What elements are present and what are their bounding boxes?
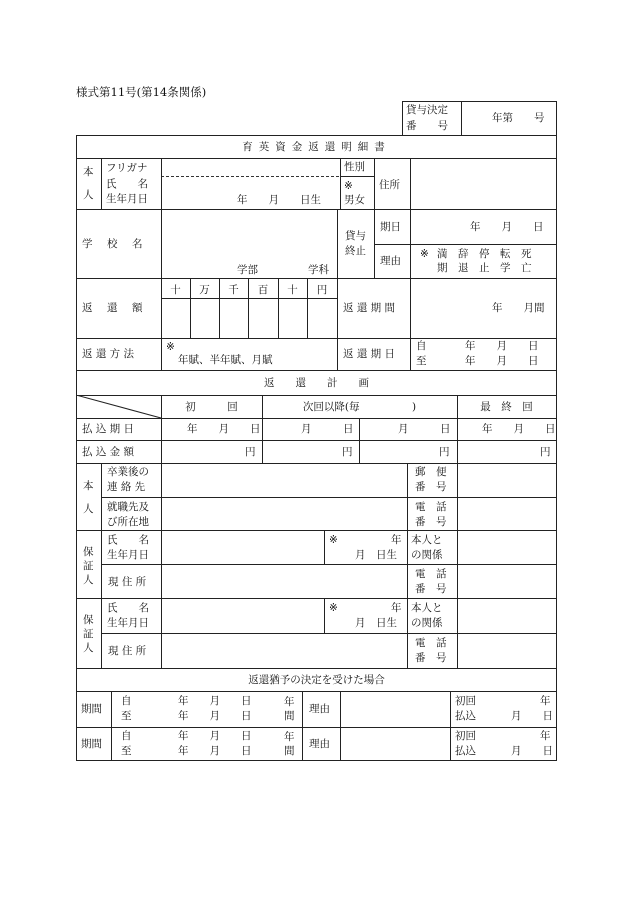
deferral-to-date[interactable]: 年 月 日	[178, 745, 252, 757]
plan-title: 返 還 計 画	[264, 377, 369, 389]
pay-date-label: 払 込 期 日	[82, 423, 135, 435]
faculty-label: 学部	[237, 264, 258, 276]
phone-label-2: 番 号	[415, 583, 447, 595]
guarantor-monthday: 月 日生	[355, 617, 397, 629]
deferral-years-1: 年	[284, 731, 295, 743]
job-label-2: び所在地	[107, 516, 149, 528]
guarantor-address-label: 現 住 所	[108, 645, 147, 657]
deferral-to-label: 至	[121, 710, 132, 722]
decision-label-2: 番 号	[406, 120, 448, 132]
department-label: 学科	[308, 264, 329, 276]
end-date-label: 期日	[380, 221, 401, 233]
deferral-from-label: 自	[121, 695, 132, 707]
relation-label-2: の関係	[411, 549, 443, 561]
yen-label: 円	[245, 446, 256, 458]
relation-label-2: の関係	[411, 617, 443, 629]
deferral-years-2: 間	[284, 710, 295, 722]
pay-date-next-1[interactable]: 月 日	[301, 423, 354, 435]
grad-label-1: 卒業後の	[107, 466, 149, 478]
deferral-reason-label: 理由	[309, 703, 330, 715]
postal-label-2: 番 号	[415, 481, 447, 493]
first-pay-monthday: 月 日	[511, 745, 553, 757]
repay-period-label: 返 還 期 間	[343, 302, 396, 314]
reason-label: 理由	[380, 255, 401, 267]
gender-label: 性別	[344, 161, 365, 173]
plan-col-last: 最 終 回	[480, 401, 533, 413]
first-pay-label-2: 払込	[455, 745, 476, 757]
guarantor-side: 人	[83, 642, 94, 654]
guarantor-year: 年	[391, 534, 402, 546]
deferral-years-2: 間	[284, 745, 295, 757]
pay-date-next-2[interactable]: 月 日	[398, 423, 451, 435]
deferral-period-label: 期間	[81, 703, 102, 715]
person-side-1: 本	[83, 166, 94, 178]
guarantor-side: 保	[83, 614, 94, 626]
form-number: 様式第11号(第14条関係)	[76, 85, 207, 99]
phone-label-1: 電 話	[415, 568, 447, 580]
pay-amount-label: 払 込 金 額	[82, 446, 135, 458]
address-label: 住所	[379, 179, 400, 191]
decision-label-1: 貸与決定	[406, 104, 448, 116]
gender-mark: ※	[344, 180, 353, 192]
loan-end-label-2: 終止	[345, 245, 366, 257]
deferral-reason-label: 理由	[309, 738, 330, 750]
deferral-to-label: 至	[121, 745, 132, 757]
phone-label-1: 電 話	[415, 637, 447, 649]
furigana-label: フリガナ	[106, 162, 148, 174]
pay-date-first[interactable]: 年 月 日	[187, 423, 261, 435]
guarantor-birth-label: 生年月日	[107, 549, 149, 561]
guarantor-year: 年	[391, 602, 402, 614]
guarantor-name-label: 氏 名	[107, 602, 149, 614]
diagonal-line	[76, 395, 162, 419]
reason-options-1[interactable]: 満 辞 停 転 死	[437, 248, 532, 260]
deferral-from-label: 自	[121, 730, 132, 742]
birth-date-field[interactable]: 年 月 日生	[237, 194, 321, 206]
digit-label: 十	[170, 284, 181, 296]
gender-options[interactable]: 男女	[344, 194, 365, 206]
first-pay-label-1: 初回	[455, 695, 476, 707]
yen-label: 円	[540, 446, 551, 458]
contact-side-2: 人	[83, 503, 94, 515]
contact-side-1: 本	[83, 480, 94, 492]
grad-label-2: 連 絡 先	[107, 481, 146, 493]
repay-to-date[interactable]: 年 月 日	[465, 355, 539, 367]
first-pay-label-1: 初回	[455, 730, 476, 742]
guarantor-monthday: 月 日生	[355, 549, 397, 561]
first-pay-year: 年	[540, 695, 551, 707]
guarantor-birth-label: 生年月日	[107, 617, 149, 629]
guarantor-mark: ※	[329, 602, 338, 614]
repay-amount-label: 返 還 額	[82, 302, 145, 314]
first-pay-year: 年	[540, 730, 551, 742]
guarantor-side: 証	[83, 560, 94, 572]
deferral-from-date[interactable]: 年 月 日	[178, 730, 252, 742]
form-title: 育英資金返還明細書	[242, 141, 391, 153]
birth-label: 生年月日	[106, 193, 148, 205]
digit-label: 十	[287, 284, 298, 296]
repay-method-label: 返 還 方 法	[82, 348, 135, 360]
repay-period-field[interactable]: 年 月間	[492, 302, 545, 314]
repay-method-options[interactable]: 年賦、半年賦、月賦	[178, 354, 273, 366]
digit-label: 円	[316, 284, 328, 296]
guarantor-side: 保	[83, 546, 94, 558]
school-label: 学 校 名	[82, 238, 145, 250]
repay-method-mark: ※	[166, 341, 175, 353]
decision-number-field[interactable]: 年第 号	[492, 112, 545, 124]
guarantor-name-label: 氏 名	[107, 534, 149, 546]
repay-to-label: 至	[416, 355, 427, 367]
relation-label-1: 本人と	[411, 534, 443, 546]
yen-label: 円	[439, 446, 450, 458]
person-side-2: 人	[83, 189, 94, 201]
digit-label: 百	[257, 284, 269, 296]
yen-label: 円	[342, 446, 353, 458]
reason-options-2[interactable]: 期 退 止 学 亡	[437, 262, 532, 274]
plan-col-first: 初 回	[185, 401, 238, 413]
postal-label-1: 郵 便	[415, 466, 447, 478]
deferral-from-date[interactable]: 年 月 日	[178, 695, 252, 707]
pay-date-last[interactable]: 年 月 日	[482, 423, 556, 435]
guarantor-address-label: 現 住 所	[108, 576, 147, 588]
reason-mark: ※	[420, 248, 429, 260]
name-label: 氏 名	[106, 178, 148, 190]
first-pay-monthday: 月 日	[511, 710, 553, 722]
guarantor-mark: ※	[329, 534, 338, 546]
digit-label: 万	[199, 284, 210, 296]
digit-label: 千	[228, 284, 239, 296]
deferral-title: 返還猶予の決定を受けた場合	[248, 674, 385, 686]
end-date-field[interactable]: 年 月 日	[470, 221, 544, 233]
loan-end-label-1: 貸与	[345, 230, 366, 242]
repay-date-label: 返 還 期 日	[343, 348, 396, 360]
plan-col-next: 次回以降(毎 )	[302, 401, 417, 413]
first-pay-label-2: 払込	[455, 710, 476, 722]
guarantor-side: 人	[83, 574, 94, 586]
deferral-years-1: 年	[284, 696, 295, 708]
phone-label-2: 番 号	[415, 652, 447, 664]
relation-label-1: 本人と	[411, 602, 443, 614]
repay-from-date[interactable]: 年 月 日	[465, 340, 539, 352]
phone-label-2: 番 号	[415, 516, 447, 528]
job-label-1: 就職先及	[107, 501, 149, 513]
deferral-to-date[interactable]: 年 月 日	[178, 710, 252, 722]
deferral-period-label: 期間	[81, 738, 102, 750]
repay-from-label: 自	[416, 340, 427, 352]
guarantor-side: 証	[83, 628, 94, 640]
phone-label-1: 電 話	[415, 501, 447, 513]
